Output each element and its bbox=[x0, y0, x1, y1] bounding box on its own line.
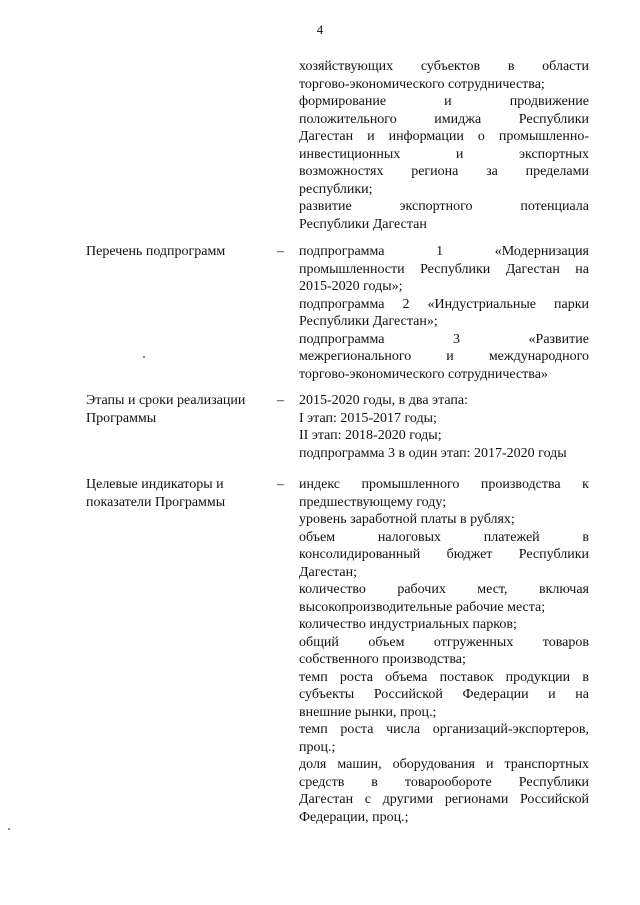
section-content bbox=[299, 392, 589, 462]
text-line: подпрограмма 1 «Модернизация bbox=[299, 244, 589, 259]
text-line: темп роста объема поставок продукции в bbox=[299, 669, 589, 685]
text-line: индекс промышленного производства к bbox=[299, 477, 589, 492]
section-label: Этапы и сроки реализации Программы bbox=[86, 393, 246, 426]
text-line: инвестиционных и экспортных bbox=[299, 146, 589, 162]
text-line: средств в товарообороте Республики bbox=[299, 774, 589, 790]
text-line: предшествующему году; bbox=[299, 494, 447, 510]
text-line: торгово-экономического сотрудничества; bbox=[299, 76, 545, 92]
text-line: внешние рынки, проц.; bbox=[299, 704, 437, 720]
text-line: формирование и продвижение bbox=[299, 94, 589, 109]
text-line: I этап: 2015-2017 годы; bbox=[299, 410, 437, 426]
text-line: проц.; bbox=[299, 739, 336, 755]
text-line: II этап: 2018-2020 годы; bbox=[299, 428, 442, 443]
text-line: Республики Дагестан»; bbox=[299, 314, 438, 329]
text-line: республики; bbox=[299, 181, 373, 197]
text-line: промышленности Республики Дагестан на bbox=[299, 261, 589, 277]
text-line: Дагестан с другими регионами Российской bbox=[299, 792, 589, 807]
continuation-text bbox=[299, 58, 589, 233]
text-line: 2015-2020 годы»; bbox=[299, 279, 403, 294]
section-content bbox=[299, 476, 589, 826]
section-label: Целевые индикаторы и показатели Программы bbox=[86, 477, 226, 510]
text-line: развитие экспортного потенциала bbox=[299, 199, 589, 214]
text-line: количество индустриальных парков; bbox=[299, 617, 517, 632]
text-line: Дагестан; bbox=[299, 564, 357, 580]
text-line: Дагестан и информации о промышленно- bbox=[299, 129, 589, 144]
text-line: высокопроизводительные рабочие места; bbox=[299, 599, 546, 615]
text-line: возможностях региона за пределами bbox=[299, 164, 589, 179]
section-content bbox=[299, 243, 589, 383]
text-line: подпрограмма 3 «Развитие bbox=[299, 331, 589, 347]
section-dash: – bbox=[277, 393, 284, 408]
scan-speck bbox=[8, 828, 10, 830]
text-line: темп роста числа организаций-экспортеров, bbox=[299, 722, 589, 737]
scan-speck bbox=[143, 356, 145, 358]
text-line: подпрограмма 3 в один этап: 2017-2020 годы bbox=[299, 445, 567, 461]
text-line: объем налоговых платежей в bbox=[299, 529, 589, 545]
text-line: консолидированный бюджет Республики bbox=[299, 547, 589, 562]
page-number: 4 bbox=[316, 22, 324, 37]
text-line: собственного производства; bbox=[299, 652, 466, 667]
text-line: Федерации, проц.; bbox=[299, 809, 409, 825]
text-line: уровень заработной платы в рублях; bbox=[299, 512, 515, 527]
text-line: Республики Дагестан bbox=[299, 216, 427, 232]
text-line: количество рабочих мест, включая bbox=[299, 582, 589, 597]
text-line: доля машин, оборудования и транспортных bbox=[299, 757, 589, 772]
text-line: общий объем отгруженных товаров bbox=[299, 634, 589, 650]
text-line: положительного имиджа Республики bbox=[299, 111, 589, 127]
section-dash: – bbox=[277, 244, 284, 259]
section-label: Перечень подпрограмм bbox=[86, 244, 226, 259]
text-line: субъекты Российской Федерации и на bbox=[299, 687, 589, 702]
text-line: 2015-2020 годы, в два этапа: bbox=[299, 393, 468, 408]
section-dash: – bbox=[277, 477, 284, 492]
text-line: межрегионального и международного bbox=[299, 349, 589, 364]
text-line: торгово-экономического сотрудничества» bbox=[299, 366, 548, 382]
text-line: хозяйствующих субъектов в области bbox=[299, 59, 589, 74]
text-line: подпрограмма 2 «Индустриальные парки bbox=[299, 296, 589, 312]
